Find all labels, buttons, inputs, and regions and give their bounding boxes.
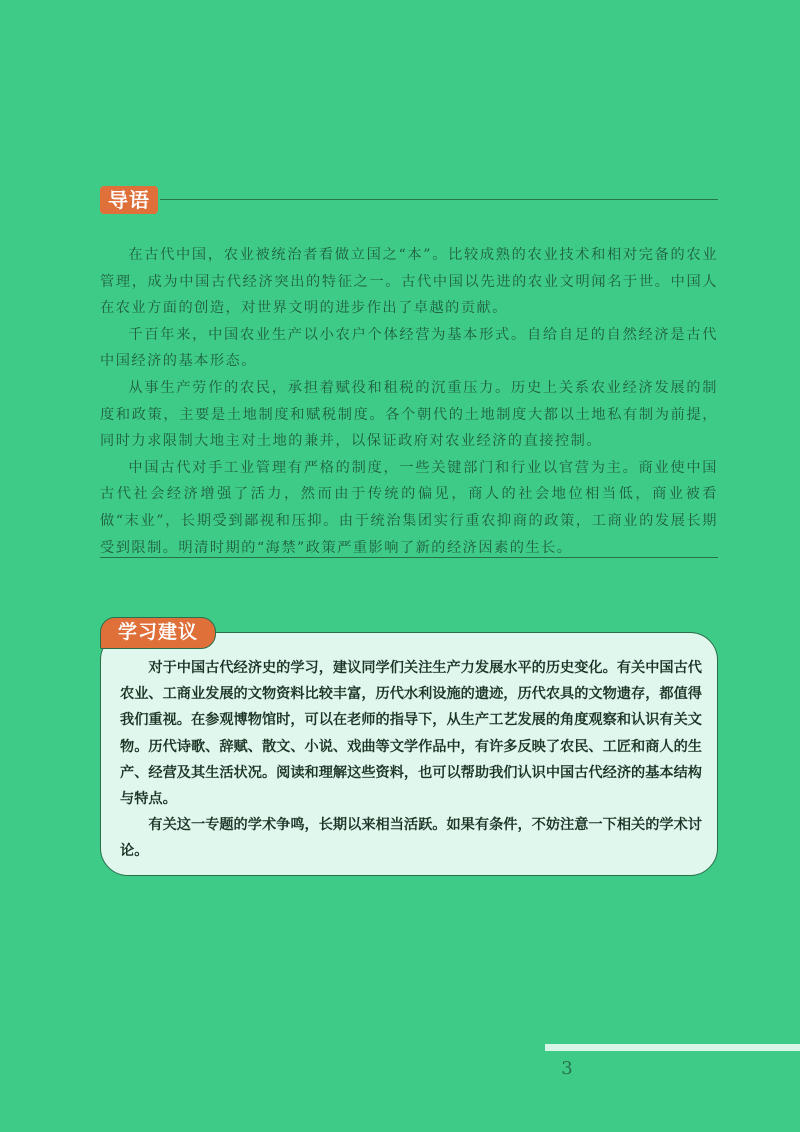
intro-heading: 导语: [100, 186, 158, 214]
intro-paragraph: 千百年来，中国农业生产以小农户个体经营为基本形式。自给自足的自然经济是古代中国经济的基本形态。: [100, 326, 718, 370]
intro-body: [100, 242, 718, 561]
page-number: 3: [561, 1058, 573, 1079]
study-heading: 学习建议: [100, 617, 216, 649]
intro-paragraph: 从事生产劳作的农民，承担着赋役和租税的沉重压力。历史上关系农业经济发展的制度和政策，主要是土地制度和赋税制度。各个朝代的土地制度大都以土地私有制为前提，同时力求限制大地主对土地的兼并，以保证政府对农业经济的直接控制。: [100, 379, 718, 450]
footer-bar: [545, 1044, 800, 1051]
intro-paragraph: 中国古代对手工业管理有严格的制度，一些关键部门和行业以官营为主。商业使中国古代社会经济增强了活力，然而由于传统的偏见，商人的社会地位相当低，商业被看做“末业”，长期受到鄙视和压抑。由于统治集团实行重农抑商的政策，工商业的发展长期受到限制。明清时期的“海禁”政策严重影响了新的经济因素的生长。: [100, 459, 718, 556]
intro-bottom-rule: [100, 557, 718, 558]
intro-heading-rule: [160, 199, 718, 200]
intro-paragraph: 在古代中国，农业被统治者看做立国之“本”。比较成熟的农业技术和相对完备的农业管理，成为中国古代经济突出的特征之一。古代中国以先进的农业文明闻名于世。中国人在农业方面的创造，对世界文明的进步作出了卓越的贡献。: [100, 247, 718, 317]
study-body: [120, 655, 702, 865]
study-paragraph: 对于中国古代经济史的学习，建议同学们关注生产力发展水平的历史变化。有关中国古代农业、工商业发展的文物资料比较丰富，历代水利设施的遗迹，历代农具的文物遗存，都值得我们重视。在参观博物馆时，可以在老师的指导下，从生产工艺发展的角度观察和认识有关文物。历代诗歌、辞赋、散文、小说、戏曲等文学作品中，有许多反映了农民、工匠和商人的生产、经营及其生活状况。阅读和理解这些资料，也可以帮助我们认识中国古代经济的基本结构与特点。: [120, 660, 702, 808]
study-paragraph: 有关这一专题的学术争鸣，长期以来相当活跃。如果有条件，不妨注意一下相关的学术讨论。: [120, 817, 702, 860]
